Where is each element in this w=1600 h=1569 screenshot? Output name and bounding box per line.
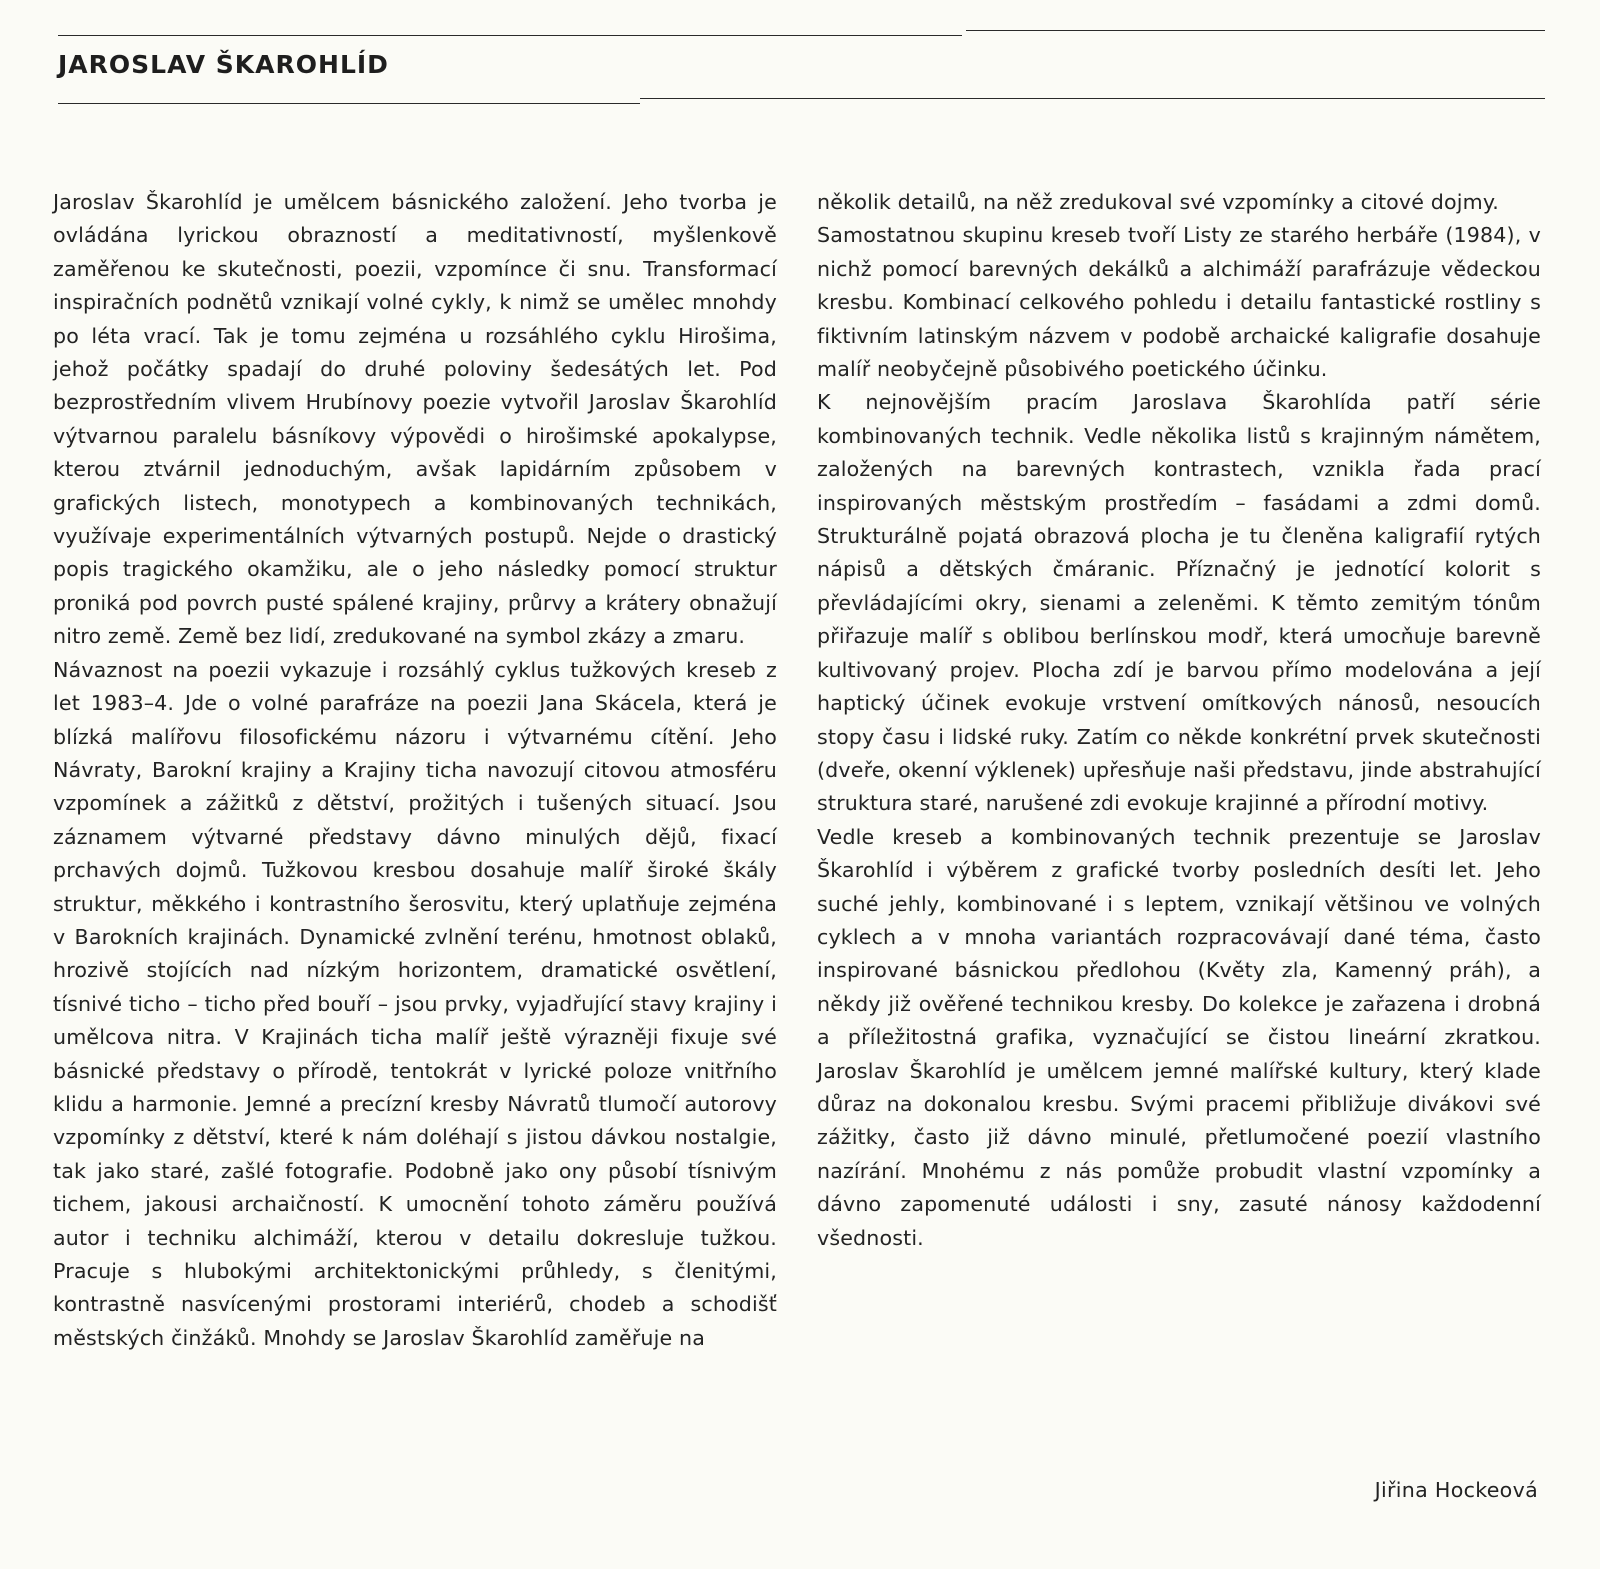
paragraph: Samostatnou skupinu kreseb tvoří Listy ze starého herbáře (1984), v nichž pomocí barevných dekálků a alchimáží parafrázuje vědeckou kresbu. Kombinací celkového pohledu i detailu fantastické rostliny s fiktivním latinským názvem v podobě archaické kaligrafie dosahuje malíř neobyčejně působivého poetického účinku. — [817, 223, 1541, 382]
top-rule-left — [58, 35, 962, 36]
article-title: JAROSLAV ŠKAROHLÍD — [58, 50, 389, 79]
paragraph: K nejnovějším pracím Jaroslava Škarohlída patří série kombinovaných technik. Vedle několika listů s krajinným námětem, založených na barevných kontrastech, vznikla řada prací inspirovaných městským prostředím – fasádami a zdmi domů. Strukturálně pojatá obrazová plocha je tu členěna kaligrafií rytých nápisů a dětských čmáranic. Příznačný je jednotící kolorit s převládajícími okry, sienami a zeleněmi. K těmto zemitým tónům přiřazuje malíř s oblibou berlínskou modř, která umocňuje barevně kultivovaný projev. Plocha zdí je barvou přímo modelována a její haptický účinek evokuje vrstvení omítkových nánosů, nesoucích stopy času i lidské ruky. Zatím co někde konkrétní prvek skutečnosti (dveře, okenní výklenek) upřesňuje naši představu, jinde abstrahující struktura staré, narušené zdi evokuje krajinné a přírodní motivy. — [817, 390, 1541, 816]
paragraph: Návaznost na poezii vykazuje i rozsáhlý cyklus tužkových kreseb z let 1983–4. Jde o volné parafráze na poezii Jana Skácela, která je blízká malířovu filosofickému názoru i výtvarnému cítění. Jeho Návraty, Barokní krajiny a Krajiny ticha navozují citovou atmosféru vzpomínek a zážitků z dětství, prožitých i tušených situací. Jsou záznamem výtvarné představy dávno minulých dějů, fixací prchavých dojmů. Tužkovou kresbou dosahuje malíř široké škály struktur, měkkého i kontrastního šerosvitu, který uplatňuje zejména v Barokních krajinách. Dynamické zvlnění terénu, hmotnost oblaků, hrozivě stojících nad nízkým horizontem, dramatické osvětlení, tísnivé ticho – ticho před bouří – jsou prvky, vyjadřující stavy krajiny i umělcova nitra. V Krajinách ticha malíř ještě výrazněji fixuje své básnické představy o přírodě, tentokrát v lyrické poloze vnitřního klidu a harmonie. Jemné a precízní kresby Návratů tlumočí autorovy vzpomínky z dětství, které k nám doléhají s jistou dávkou nostalgie, tak jako staré, zašlé fotografie. Podobně jako ony působí tísnivým tichem, jakousi archaičností. K umocnění tohoto záměru používá autor i techniku alchimáží, kterou v detailu dokresluje tužkou. Pracuje s hlubokými architektonickými průhledy, s členitými, kontrastně nasvícenými prostorami interiérů, chodeb a schodišť městských činžáků. Mnohdy se Jaroslav Škarohlíd zaměřuje na — [53, 657, 777, 1350]
paragraph: několik detailů, na něž zredukoval své vzpomínky a citové dojmy. — [817, 190, 1499, 214]
paragraph: Vedle kreseb a kombinovaných technik prezentuje se Jaroslav Škarohlíd i výběrem z grafické tvorby posledních desíti let. Jeho suché jehly, kombinované i s leptem, vznikají většinou ve volných cyklech a v mnoha variantách rozpracovávají dané téma, často inspirované básnickou předlohou (Květy zla, Kamenný práh), a někdy již ověřené technikou kresby. Do kolekce je zařazena i drobná a příležitostná grafika, vyznačující se čistou lineární zkratkou. Jaroslav Škarohlíd je umělcem jemné malířské kultury, který klade důraz na dokonalou kresbu. Svými pracemi přibližuje divákovi své zážitky, často již dávno minulé, přetlumočené poezií vlastního nazírání. Mnohému z nás pomůže probudit vlastní vzpomínky a dávno zapomenuté události i sny, zasuté nánosy každodenní všednosti. — [817, 824, 1541, 1250]
paragraph: Jaroslav Škarohlíd je umělcem básnického založení. Jeho tvorba je ovládána lyrickou obrazností a meditativností, myšlenkově zaměřenou ke skutečnosti, poezii, vzpomínce či snu. Transformací inspiračních podnětů vznikají volné cykly, k nimž se umělec mnohdy po léta vrací. Tak je tomu zejména u rozsáhlého cyklu Hirošima, jehož počátky spadají do druhé poloviny šedesátých let. Pod bezprostředním vlivem Hrubínovy poezie vytvořil Jaroslav Škarohlíd výtvarnou paralelu básníkovy výpovědi o hirošimské apokalypse, kterou ztvárnil jednoduchým, avšak lapidárním způsobem v grafických listech, monotypech a kombinovaných technikách, využívaje experimentálních výtvarných postupů. Nejde o drastický popis tragického okamžiku, ale o jeho následky pomocí struktur proniká pod povrch pusté spálené krajiny, průrvy a krátery obnažují nitro země. Země bez lidí, zredukované na symbol zkázy a zmaru. — [53, 190, 777, 649]
right-text-column — [817, 186, 1541, 1255]
top-rule-right — [966, 30, 1545, 31]
header-rule-right — [640, 98, 1545, 99]
header-rule-left — [58, 103, 640, 104]
left-text-column — [53, 186, 777, 1355]
author-signature: Jiřina Hockeová — [1374, 1478, 1538, 1502]
